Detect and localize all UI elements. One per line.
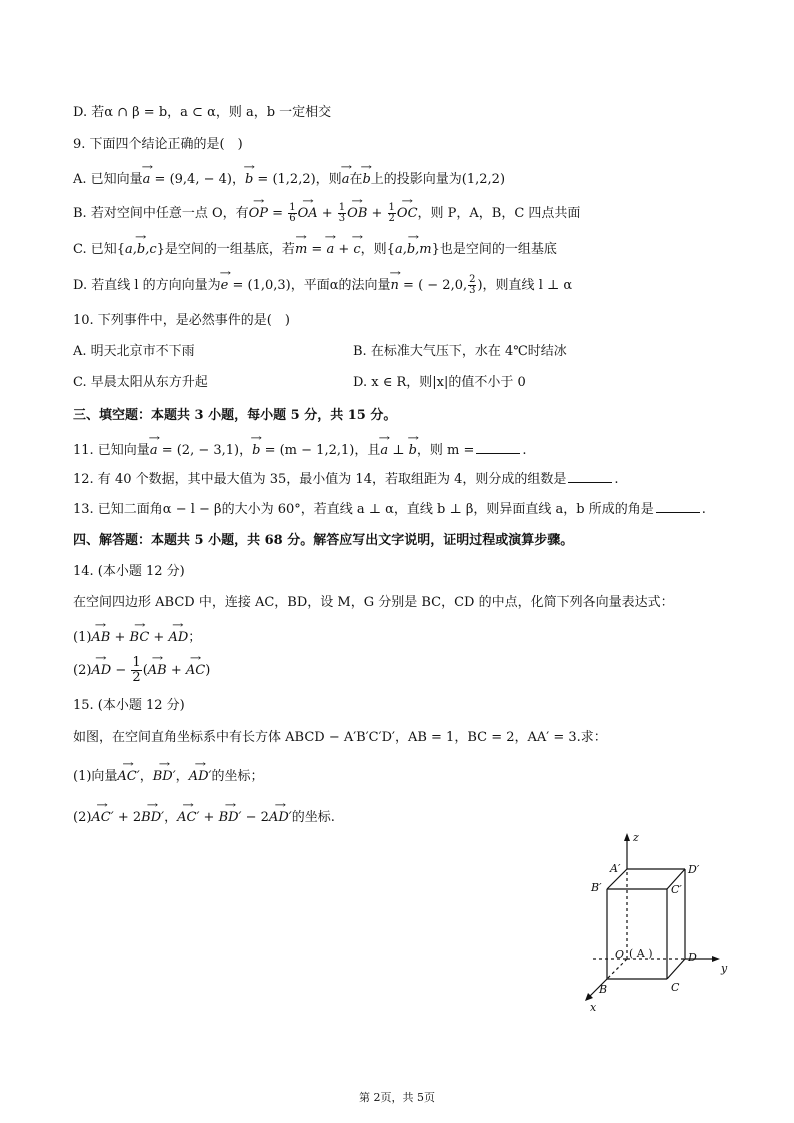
q15-stem: 如图，在空间直角坐标系中有长方体 ABCD − A′B′C′D′，AB = 1，BC = 2，AA′ = 3.求：	[73, 730, 607, 745]
q10-option-b: B. 在标准大气压下，水在 4℃时结冰	[353, 344, 567, 359]
label-x: x	[590, 1001, 597, 1014]
edge-ob	[607, 959, 627, 979]
q14-stem: 在空间四边形 ABCD 中，连接 AC，BD，设 M，G 分别是 BC，CD 的中点，化简下列各向量表达式：	[73, 595, 674, 610]
label-c: C	[671, 981, 680, 994]
q15-part-2: (2)→ AC′ + 2→ BD′，→ AC′ + → BD′ − 2→ AD′的坐标.	[73, 806, 335, 827]
q14-title: 14. (本小题 12 分)	[73, 564, 185, 579]
q9-option-c: C. 已知{→ a,b,c}是空间的一组基底，若→ m = → a + → c，则{→ a,b,m}也是空间的一组基底	[73, 238, 557, 259]
label-o: O	[615, 948, 625, 961]
answer-blank	[656, 500, 700, 513]
q15-part-1: (1)向量→ AC′，→ BD′，→ AD′的坐标；	[73, 765, 263, 786]
label-a: ( A )	[629, 947, 653, 960]
answer-blank	[476, 441, 520, 454]
label-b-prime: B′	[591, 881, 602, 894]
q9-stem: 9. 下面四个结论正确的是( )	[73, 137, 243, 152]
label-a-prime: A′	[610, 862, 621, 875]
fraction-two-thirds: $\frac{2}{3}$	[469, 274, 476, 296]
q9-option-d: D. 若直线 l 的方向向量为→ e = (1,0,3)，平面α的法向量→ n = ( − 2,0, $\frac{2}{3}$ )，则直线 l ⊥ α	[73, 274, 572, 296]
label-z: z	[633, 831, 639, 844]
label-c-prime: C′	[671, 883, 682, 896]
q10-option-d: D. x ∈ R，则|x|的值不小于 0	[353, 375, 526, 390]
answer-blank	[568, 470, 612, 483]
vector-b: → b	[245, 168, 253, 189]
fraction-one-sixth: $\frac{1}{6}$	[289, 202, 296, 224]
q10-option-a: A. 明天北京市不下雨	[73, 344, 195, 359]
label-b: B	[599, 983, 608, 996]
q10-stem: 10. 下列事件中，是必然事件的是( )	[73, 313, 290, 328]
label-y: y	[721, 962, 728, 975]
section-3-heading: 三、填空题：本题共 3 小题，每小题 5 分，共 15 分。	[73, 408, 397, 423]
q9-option-b: B. 若对空间中任意一点 O，有→ OP = $\frac{1}{6}$ → OA + $\frac{1}{3}$ → OB + $\frac{1}{2}$ → OC，则 P，A，B，C 四点共面	[73, 202, 580, 224]
fraction-one-half: $\frac{1}{2}$	[132, 655, 141, 685]
q11: 11. 已知向量→ a = (2, − 3,1)，→ b = (m − 1,2,1)，且→ a ⊥ → b，则 m = .	[73, 439, 527, 460]
q14-part-1: (1)→ AB + → BC + → AD；	[73, 626, 201, 647]
label-d: D	[688, 951, 697, 964]
page-footer: 第 2页，共 5页	[359, 1091, 435, 1104]
label-d-prime: D′	[688, 863, 700, 876]
fraction-one-half: $\frac{1}{2}$	[388, 202, 395, 224]
z-axis-arrow	[624, 833, 630, 841]
q8-option-d: D. 若α ∩ β = b，a ⊂ α，则 a，b 一定相交	[73, 105, 332, 120]
vector-a: → a	[143, 168, 151, 189]
q9-option-a: A. 已知向量→ a = (9,4, − 4)，→ b = (1,2,2)，则→ a在→ b上的投影向量为(1,2,2)	[73, 168, 505, 189]
fraction-one-third: $\frac{1}{3}$	[338, 202, 346, 224]
cuboid-coordinate-figure	[575, 827, 735, 1017]
q13: 13. 已知二面角α − l − β的大小为 60°，若直线 a ⊥ α，直线 b ⊥ β，则异面直线 a，b 所成的角是 .	[73, 502, 706, 517]
section-4-heading: 四、解答题：本题共 5 小题，共 68 分。解答应写出文字说明，证明过程或演算步骤。	[73, 533, 574, 548]
y-axis-arrow	[712, 956, 720, 962]
q10-option-c: C. 早晨太阳从东方升起	[73, 375, 208, 390]
q14-part-2: (2)→ AD − $\frac{1}{2}$ (→ AB + → AC)	[73, 656, 210, 685]
q12: 12. 有 40 个数据，其中最大值为 35，最小值为 14，若取组距为 4，则分成的组数是 .	[73, 472, 619, 487]
q15-title: 15. (本小题 12 分)	[73, 698, 185, 713]
